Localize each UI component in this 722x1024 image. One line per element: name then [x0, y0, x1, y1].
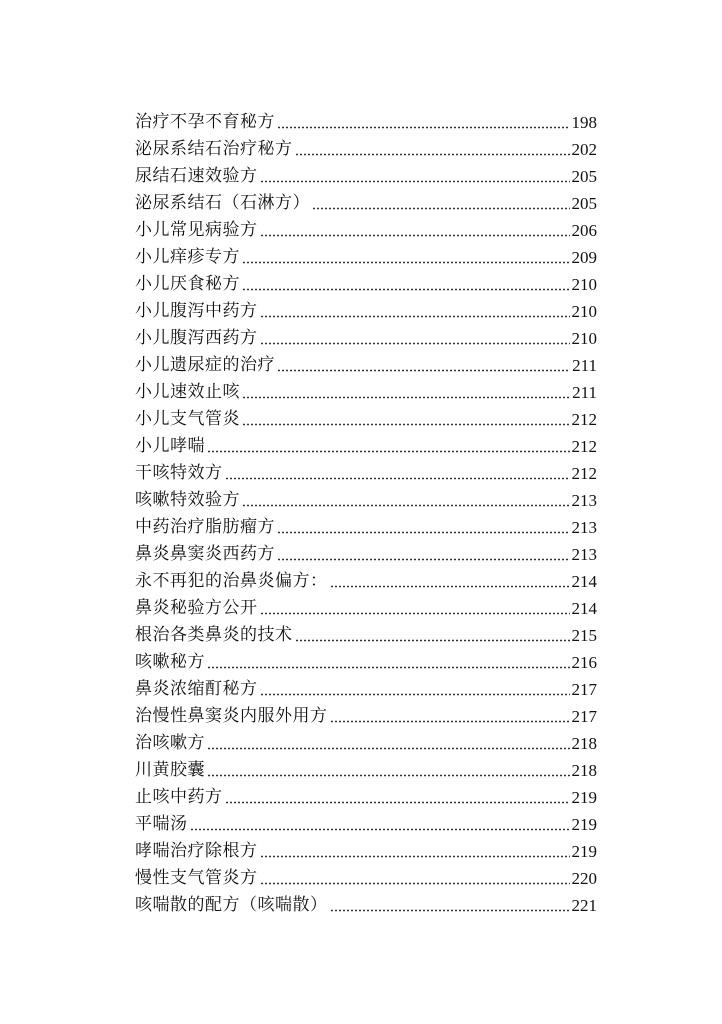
toc-dot-leader: [207, 450, 570, 453]
toc-entry-page-number: 205: [571, 194, 597, 213]
toc-entry[interactable]: [135, 649, 597, 676]
toc-dot-leader: [242, 396, 570, 399]
toc-entry-title: 泌尿系结石（石淋方）: [135, 193, 310, 213]
toc-entry-title: 治疗不孕不育秘方: [135, 112, 275, 132]
toc-entry[interactable]: [135, 271, 597, 298]
toc-entry-title: 鼻炎浓缩酊秘方: [135, 679, 258, 699]
toc-dot-leader: [277, 126, 570, 129]
toc-entry-page-number: 205: [571, 167, 597, 186]
toc-entry[interactable]: [135, 406, 597, 433]
toc-dot-leader: [295, 153, 570, 156]
toc-entry-page-number: 213: [571, 491, 597, 510]
toc-entry-title: 小儿哮喘: [135, 436, 205, 456]
toc-entry[interactable]: [135, 460, 597, 487]
toc-entry-title: 泌尿系结石治疗秘方: [135, 139, 293, 159]
toc-entry-page-number: 214: [571, 572, 597, 591]
toc-dot-leader: [330, 585, 570, 588]
toc-entry-title: 中药治疗脂肪瘤方: [135, 517, 275, 537]
toc-entry-title: 小儿常见病验方: [135, 220, 258, 240]
toc-entry[interactable]: [135, 433, 597, 460]
toc-dot-leader: [207, 666, 570, 669]
toc-entry-page-number: 209: [571, 248, 597, 267]
toc-entry-title: 鼻炎秘验方公开: [135, 598, 258, 618]
toc-entry[interactable]: [135, 811, 597, 838]
toc-entry-title: 哮喘治疗除根方: [135, 841, 258, 861]
toc-entry[interactable]: [135, 703, 597, 730]
toc-entry-title: 根治各类鼻炎的技术: [135, 625, 293, 645]
toc-entry[interactable]: [135, 352, 597, 379]
toc-dot-leader: [225, 477, 570, 480]
toc-entry-title: 鼻炎鼻窦炎西药方: [135, 544, 275, 564]
toc-entry-page-number: 221: [571, 896, 597, 915]
toc-entry-page-number: 214: [571, 599, 597, 618]
toc-entry-title: 小儿速效止咳: [135, 382, 240, 402]
toc-entry-page-number: 212: [571, 464, 597, 483]
toc-entry[interactable]: [135, 541, 597, 568]
toc-entry[interactable]: [135, 190, 597, 217]
toc-entry-page-number: 211: [572, 383, 597, 402]
toc-entry[interactable]: [135, 568, 597, 595]
toc-dot-leader: [260, 234, 570, 237]
toc-entry-page-number: 210: [571, 329, 597, 348]
toc-entry-title: 小儿痒疹专方: [135, 247, 240, 267]
toc-entry-page-number: 198: [571, 113, 597, 132]
toc-entry-page-number: 218: [571, 761, 597, 780]
toc-entry[interactable]: [135, 514, 597, 541]
toc-entry[interactable]: [135, 784, 597, 811]
toc-entry[interactable]: [135, 487, 597, 514]
toc-dot-leader: [295, 639, 570, 642]
toc-entry-title: 止咳中药方: [135, 787, 223, 807]
toc-entry-title: 治慢性鼻窦炎内服外用方: [135, 706, 328, 726]
toc-entry-page-number: 217: [571, 707, 597, 726]
toc-dot-leader: [225, 801, 570, 804]
toc-entry[interactable]: [135, 325, 597, 352]
toc-entry-title: 小儿厌食秘方: [135, 274, 240, 294]
toc-entry[interactable]: [135, 136, 597, 163]
toc-dot-leader: [260, 693, 570, 696]
toc-dot-leader: [260, 180, 570, 183]
toc-entry-title: 小儿腹泻中药方: [135, 301, 258, 321]
toc-entry-title: 咳喘散的配方（咳喘散）: [135, 895, 328, 915]
toc-dot-leader: [190, 828, 570, 831]
toc-entry[interactable]: [135, 595, 597, 622]
toc-entry-page-number: 217: [571, 680, 597, 699]
toc-entry[interactable]: [135, 379, 597, 406]
toc-entry-title: 小儿腹泻西药方: [135, 328, 258, 348]
toc-dot-leader: [260, 855, 570, 858]
toc-entry-title: 慢性支气管炎方: [135, 868, 258, 888]
toc-entry-title: 川黄胶囊: [135, 760, 205, 780]
toc-entry-title: 平喘汤: [135, 814, 188, 834]
toc-entry-page-number: 212: [571, 410, 597, 429]
toc-entry-page-number: 210: [571, 275, 597, 294]
toc-entry-title: 小儿支气管炎: [135, 409, 240, 429]
toc-entry[interactable]: [135, 163, 597, 190]
toc-entry[interactable]: [135, 757, 597, 784]
toc-entry[interactable]: [135, 676, 597, 703]
toc-dot-leader: [260, 612, 570, 615]
toc-entry[interactable]: [135, 838, 597, 865]
toc-entry-title: 永不再犯的治鼻炎偏方：: [135, 571, 328, 591]
toc-entry-page-number: 213: [571, 545, 597, 564]
toc-entry[interactable]: [135, 109, 597, 136]
toc-dot-leader: [277, 369, 570, 372]
toc-entry-title: 治咳嗽方: [135, 733, 205, 753]
toc-dot-leader: [207, 774, 570, 777]
toc-entry-title: 干咳特效方: [135, 463, 223, 483]
toc-entry-page-number: 206: [571, 221, 597, 240]
toc-entry-page-number: 216: [571, 653, 597, 672]
toc-entry-page-number: 219: [571, 842, 597, 861]
toc-entry-page-number: 210: [571, 302, 597, 321]
toc-dot-leader: [330, 720, 570, 723]
toc-entry-page-number: 202: [571, 140, 597, 159]
toc-dot-leader: [277, 558, 570, 561]
toc-entry[interactable]: [135, 892, 597, 919]
toc-entry-title: 咳嗽特效验方: [135, 490, 240, 510]
toc-entry-page-number: 211: [572, 356, 597, 375]
toc-dot-leader: [242, 261, 570, 264]
toc-dot-leader: [207, 747, 570, 750]
toc-dot-leader: [242, 288, 570, 291]
toc-entry-page-number: 213: [571, 518, 597, 537]
toc-dot-leader: [260, 342, 570, 345]
toc-dot-leader: [260, 315, 570, 318]
toc-dot-leader: [260, 882, 570, 885]
toc-entry[interactable]: [135, 622, 597, 649]
toc-entry-page-number: 219: [571, 815, 597, 834]
toc-entry-page-number: 212: [571, 437, 597, 456]
toc-entry[interactable]: [135, 865, 597, 892]
toc-entry-page-number: 220: [571, 869, 597, 888]
toc-entry-title: 小儿遗尿症的治疗: [135, 355, 275, 375]
toc-dot-leader: [330, 909, 570, 912]
toc-dot-leader: [277, 531, 570, 534]
toc-entry-page-number: 215: [571, 626, 597, 645]
toc-entry[interactable]: [135, 217, 597, 244]
toc-entry[interactable]: [135, 244, 597, 271]
toc-entry-title: 咳嗽秘方: [135, 652, 205, 672]
toc-entry-page-number: 218: [571, 734, 597, 753]
toc-dot-leader: [312, 207, 570, 210]
table-of-contents: [135, 109, 597, 919]
toc-entry-title: 尿结石速效验方: [135, 166, 258, 186]
toc-dot-leader: [242, 423, 570, 426]
toc-entry[interactable]: [135, 730, 597, 757]
toc-entry-page-number: 219: [571, 788, 597, 807]
toc-entry[interactable]: [135, 298, 597, 325]
toc-dot-leader: [242, 504, 570, 507]
